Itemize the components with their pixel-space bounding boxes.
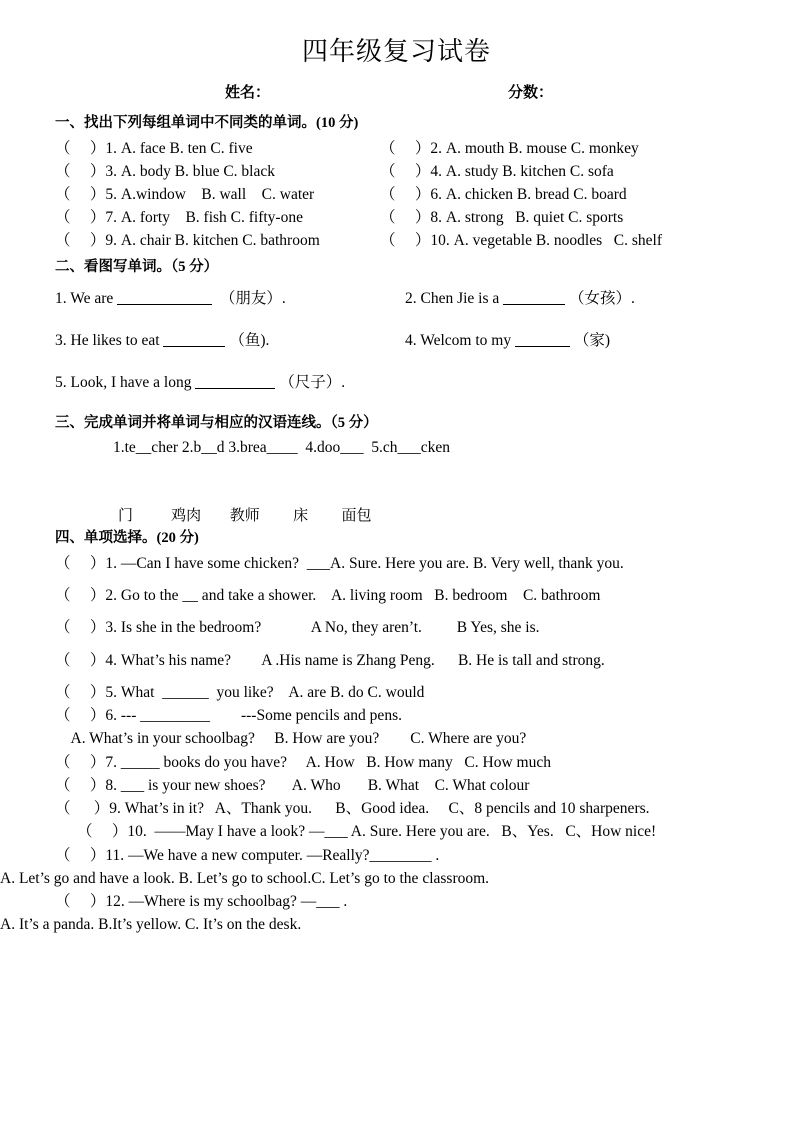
exam-meta-row (0, 81, 793, 111)
section-3-title: 三、完成单词并将单词与相应的汉语连线。 (55, 414, 331, 431)
sentence-suffix: （鱼). (225, 331, 270, 349)
section-2-body (0, 280, 793, 410)
section-1-points: (10 分) (316, 114, 359, 131)
sentence-suffix: （尺子）. (275, 373, 346, 391)
page-title: 四年级复习试卷 (301, 37, 491, 67)
answer-blank[interactable] (163, 332, 225, 347)
fill-blank-row (55, 326, 793, 368)
section-4-title: 四、单项选择。 (55, 529, 157, 546)
question-item[interactable]: （ ）7. _____ books do you have? A. How B. How many C. How much (55, 753, 551, 771)
question-item[interactable]: （ ）3. Is she in the bedroom? A No, they aren’t. B Yes, she is. (55, 619, 540, 637)
answer-blank[interactable] (195, 374, 275, 389)
sentence-prefix: 5. Look, I have a long (55, 373, 196, 391)
sentence-prefix: 1. We are (55, 289, 118, 307)
question-item[interactable]: （ ）10. A. vegetable B. noodles C. shelf (380, 231, 662, 249)
section-4-points: (20 分) (156, 529, 199, 546)
section-2-title: 二、看图写单词。 (55, 258, 171, 275)
question-item[interactable]: （ ）9. A. chair B. kitchen C. bathroom (55, 231, 320, 249)
question-options[interactable]: A. Let’s go and have a look. B. Let’s go to school.C. Let’s go to the classroom. (0, 869, 490, 887)
chinese-word-bank[interactable]: 门 鸡肉 教师 床 面包 (118, 505, 372, 524)
sentence-suffix: （家) (569, 331, 611, 349)
sentence-suffix: （朋友）. (212, 289, 286, 307)
question-item[interactable]: （ ）5. A.window B. wall C. water (55, 185, 315, 203)
fill-blank-item[interactable] (55, 326, 269, 356)
fill-blank-row (55, 368, 793, 410)
section-3-points: （5 分） (330, 414, 378, 431)
question-item[interactable]: （ ）8. A. strong B. quiet C. sports (380, 208, 624, 226)
section-1-title: 一、找出下列每组单词中不同类的单词。 (55, 114, 316, 131)
question-item[interactable]: （ ）8. ___ is your new shoes? A. Who B. What C. What colour (55, 776, 530, 794)
sentence-prefix: 3. He likes to eat (55, 331, 164, 349)
answer-blank[interactable] (503, 290, 565, 305)
section-heading-1 (0, 111, 793, 136)
sentence-prefix: 4. Welcom to my (405, 331, 515, 349)
question-item[interactable]: （ ）5. What ______ you like? A. are B. do C. would (55, 683, 425, 701)
section-2-points: （5 分） (171, 258, 219, 275)
section-4-body (0, 551, 793, 937)
question-item[interactable]: （ ）3. A. body B. blue C. black (55, 162, 275, 180)
section-1-body (0, 136, 793, 252)
question-item[interactable]: （ ）1. A. face B. ten C. five (55, 139, 253, 157)
question-item[interactable]: （ ）4. A. study B. kitchen C. sofa (380, 162, 614, 180)
section-heading-2 (0, 252, 793, 280)
sentence-suffix: （女孩）. (565, 289, 635, 307)
answer-blank[interactable] (117, 290, 212, 305)
question-item[interactable]: （ ）11. —We have a new computer. —Really?________ . (55, 846, 440, 864)
question-row (55, 183, 793, 206)
score-label: 分数： (508, 82, 554, 101)
question-item[interactable]: （ ）2. Go to the __ and take a shower. A. living room B. bedroom C. bathroom (55, 587, 601, 605)
question-item[interactable]: （ ）7. A. forty B. fish C. fifty-one (55, 208, 303, 226)
question-item[interactable]: （ ）6. --- _________ ---Some pencils and pens. (55, 707, 402, 725)
answer-blank[interactable] (515, 332, 570, 347)
question-item[interactable]: （ ）9. What’s in it? A、Thank you. B、Good idea. C、8 pencils and 10 sharpeners. (55, 800, 650, 818)
word-completion-line[interactable]: 1.te__cher 2.b__d 3.brea____ 4.doo___ 5.ch___cken (113, 438, 451, 456)
question-item[interactable]: （ ）1. —Can I have some chicken? ___A. Sure. Here you are. B. Very well, thank you. (55, 554, 624, 572)
fill-blank-item[interactable] (55, 368, 345, 398)
question-item[interactable]: （ ）2. A. mouth B. mouse C. monkey (380, 139, 639, 157)
fill-blank-item[interactable] (55, 284, 286, 314)
question-options[interactable]: A. It’s a panda. B.It’s yellow. C. It’s on the desk. (0, 916, 302, 934)
question-row (55, 160, 793, 183)
question-item[interactable]: （ ）6. A. chicken B. bread C. board (380, 185, 627, 203)
question-row (55, 229, 793, 252)
section-heading-3 (0, 410, 793, 436)
question-options[interactable]: A. What’s in your schoolbag? B. How are you? C. Where are you? (55, 730, 527, 748)
question-item[interactable]: （ ）4. What’s his name? A .His name is Zhang Peng. B. He is tall and strong. (55, 651, 605, 669)
sentence-prefix: 2. Chen Jie is a (405, 289, 504, 307)
fill-blank-item[interactable] (405, 326, 610, 356)
fill-blank-row (55, 284, 793, 326)
question-row (55, 206, 793, 229)
question-row (55, 137, 793, 160)
student-name-label: 姓名： (225, 82, 271, 101)
question-item[interactable]: （ ）12. —Where is my schoolbag? —___ . (55, 893, 348, 911)
fill-blank-item[interactable] (405, 284, 635, 314)
question-item[interactable]: （ ）10. ——May I have a look? —___ A. Sure. Here you are. B、Yes. C、How nice! (77, 823, 657, 841)
section-heading-4 (0, 526, 793, 551)
